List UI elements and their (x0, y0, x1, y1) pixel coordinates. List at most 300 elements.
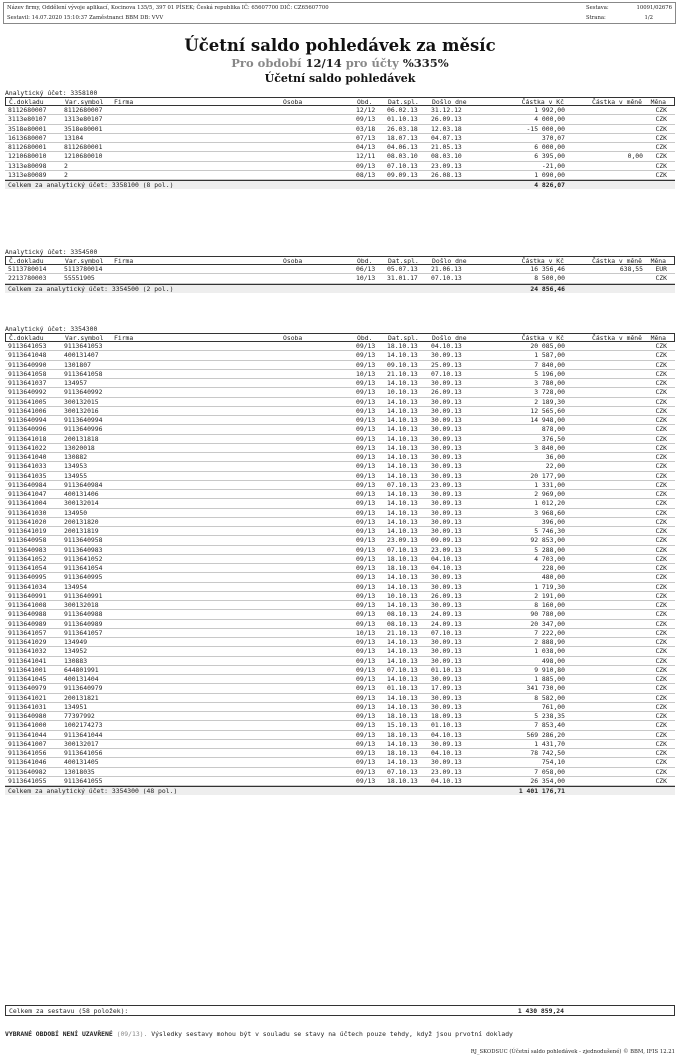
doc-number: 9113641047 (8, 490, 47, 498)
received-date: 26.09.13 (431, 388, 462, 397)
period: 09/13 (356, 712, 376, 720)
amount-czk: 5 288,00 (534, 545, 565, 554)
period: 10/13 (356, 369, 376, 378)
received-date: 30.09.13 (431, 517, 462, 526)
currency: CZK (655, 721, 667, 730)
doc-number: 9113641054 (8, 564, 47, 572)
due-date: 06.02.13 (387, 106, 418, 114)
due-date: 14.10.13 (387, 582, 418, 591)
due-date: 10.10.13 (387, 388, 418, 397)
amount-czk: 498,00 (541, 656, 565, 665)
amount-czk: 754,10 (541, 758, 565, 767)
col-doc: Č.dokladu (9, 98, 44, 106)
var-symbol: 9113641044 (64, 730, 103, 739)
due-date: 14.10.13 (387, 517, 418, 526)
received-date: 23.09.13 (431, 480, 462, 489)
var-symbol: 300132014 (64, 499, 99, 508)
amount-czk: 4 000,00 (534, 115, 565, 124)
period: 09/13 (356, 462, 376, 471)
amount-czk: 480,00 (541, 573, 565, 582)
amount-czk: 6 395,00 (534, 152, 565, 161)
due-date: 07.10.13 (387, 767, 418, 776)
section-total (5, 786, 675, 795)
currency: CZK (655, 453, 667, 461)
amount-czk: 3 728,00 (534, 388, 565, 397)
table-row (5, 106, 675, 115)
currency: CZK (655, 161, 667, 170)
table-row (5, 115, 675, 124)
report-title: Účetní saldo pohledávek za měsíc (184, 36, 496, 55)
due-date: 14.10.13 (387, 462, 418, 471)
table-row (5, 629, 675, 638)
table-row (5, 162, 675, 171)
doc-number: 9113640996 (8, 425, 47, 434)
table-row (5, 518, 675, 527)
var-symbol: 5113780014 (64, 265, 103, 273)
currency: CZK (655, 480, 667, 489)
var-symbol: 55551905 (64, 274, 95, 283)
period: 09/13 (356, 416, 376, 424)
due-date: 18.10.13 (387, 554, 418, 563)
period: 09/13 (356, 379, 376, 387)
var-symbol: 134955 (64, 471, 88, 480)
due-date: 14.10.13 (387, 693, 418, 702)
period: 09/13 (356, 527, 376, 535)
due-date: 14.10.13 (387, 406, 418, 415)
due-date: 14.10.13 (387, 499, 418, 508)
doc-number: 9113641031 (8, 702, 47, 711)
currency: CZK (655, 397, 667, 406)
currency: CZK (655, 406, 667, 415)
currency: CZK (655, 471, 667, 480)
received-date: 30.09.13 (431, 508, 462, 517)
currency: CZK (655, 115, 667, 124)
received-date: 04.10.13 (431, 730, 462, 739)
currency: CZK (655, 143, 667, 151)
table-row (5, 509, 675, 518)
due-date: 08.03.10 (387, 152, 418, 161)
due-date: 07.10.13 (387, 161, 418, 170)
period: 09/13 (356, 554, 376, 563)
table-row (5, 740, 675, 749)
table-row (5, 407, 675, 416)
table-row (5, 592, 675, 601)
period: 10/13 (356, 274, 376, 283)
period: 10/13 (356, 628, 376, 637)
received-date: 30.09.13 (431, 739, 462, 748)
amount-czk: 1 090,00 (534, 170, 565, 179)
table-row (5, 703, 675, 712)
var-symbol: 1210680010 (64, 152, 103, 161)
var-symbol: 200131820 (64, 517, 99, 526)
due-date: 18.10.13 (387, 776, 418, 785)
strana-value: 1/2 (644, 15, 653, 21)
due-date: 18.10.13 (387, 712, 418, 720)
due-date: 14.10.13 (387, 397, 418, 406)
doc-number: 9113641019 (8, 527, 47, 535)
due-date: 18.10.13 (387, 730, 418, 739)
due-date: 08.10.13 (387, 610, 418, 619)
received-date: 30.09.13 (431, 638, 462, 646)
table-row (5, 342, 675, 351)
period: 09/13 (356, 499, 376, 508)
table-row (5, 265, 675, 274)
amount-czk: 8 160,00 (534, 601, 565, 609)
currency: CZK (655, 527, 667, 535)
doc-number: 9113641044 (8, 730, 47, 739)
doc-number: 9113641053 (8, 342, 47, 350)
received-date: 24.09.13 (431, 619, 462, 628)
section-total-label: Celkem za analytický účet: 3354300 (48 pol.) (8, 787, 178, 795)
period: 09/13 (356, 610, 376, 619)
amount-czk: 26 354,00 (530, 776, 565, 785)
currency: CZK (655, 554, 667, 563)
table-row (5, 416, 675, 425)
table-row (5, 573, 675, 582)
table-row (5, 274, 675, 283)
table-row (5, 481, 675, 490)
currency: CZK (655, 767, 667, 776)
amount-czk: 5 196,00 (534, 369, 565, 378)
currency: CZK (655, 758, 667, 767)
due-date: 18.07.13 (387, 133, 418, 142)
period: 09/13 (356, 601, 376, 609)
due-date: 14.10.13 (387, 351, 418, 360)
table-row (5, 499, 675, 508)
var-symbol: 300132017 (64, 739, 99, 748)
var-symbol: 134952 (64, 647, 88, 656)
var-symbol: 200131819 (64, 527, 99, 535)
col-dos: Došlo dne (432, 257, 467, 265)
doc-number: 9113641056 (8, 749, 47, 757)
period: 12/12 (356, 106, 376, 114)
column-header (5, 256, 675, 265)
due-date: 04.06.13 (387, 143, 418, 151)
due-date: 14.10.13 (387, 758, 418, 767)
currency: CZK (655, 360, 667, 369)
doc-number: 9113641032 (8, 647, 47, 656)
subtitle-text: Pro období (231, 56, 306, 70)
doc-number: 9113641029 (8, 638, 47, 646)
doc-number: 9113641022 (8, 443, 47, 452)
var-symbol: 1301807 (64, 360, 91, 369)
doc-number: 9113641007 (8, 739, 47, 748)
received-date: 07.10.13 (431, 628, 462, 637)
received-date: 17.09.13 (431, 684, 462, 693)
received-date: 12.03.18 (431, 124, 462, 133)
due-date: 14.10.13 (387, 656, 418, 665)
var-symbol: 200131818 (64, 434, 99, 443)
currency: EUR (655, 265, 667, 273)
currency: CZK (655, 124, 667, 133)
period: 09/13 (356, 342, 376, 350)
period: 07/13 (356, 133, 376, 142)
col-firma: Firma (114, 257, 134, 265)
amount-czk: 3 780,00 (534, 379, 565, 387)
amount-currency: 638,55 (619, 265, 643, 273)
col-obd: Obd. (357, 334, 373, 342)
currency: CZK (655, 591, 667, 600)
var-symbol: 2 (64, 161, 68, 170)
var-symbol: 9113640979 (64, 684, 103, 693)
doc-number: 9113641040 (8, 453, 47, 461)
doc-number: 9113641048 (8, 351, 47, 360)
table-row (5, 453, 675, 462)
due-date: 31.01.17 (387, 274, 418, 283)
doc-number: 9113641037 (8, 379, 47, 387)
amount-czk: 370,07 (541, 133, 565, 142)
doc-number: 9113640991 (8, 591, 47, 600)
received-date: 26.09.13 (431, 591, 462, 600)
table-row (5, 610, 675, 619)
var-symbol: 8112680001 (64, 143, 103, 151)
amount-czk: 2 969,00 (534, 490, 565, 498)
doc-number: 9113641021 (8, 693, 47, 702)
doc-number: 9113641057 (8, 628, 47, 637)
received-date: 24.09.13 (431, 610, 462, 619)
received-date: 23.09.13 (431, 545, 462, 554)
var-symbol: 130883 (64, 656, 88, 665)
due-date: 21.10.13 (387, 628, 418, 637)
amount-czk: 9 910,80 (534, 665, 565, 674)
currency: CZK (655, 274, 667, 283)
doc-number: 8112680001 (8, 143, 47, 151)
amount-czk: 4 703,00 (534, 554, 565, 563)
doc-number: 9113640984 (8, 480, 47, 489)
var-symbol: 8112680007 (64, 106, 103, 114)
table-row (5, 370, 675, 379)
col-mena: Měna (650, 98, 666, 106)
received-date: 30.09.13 (431, 490, 462, 498)
received-date: 26.09.13 (431, 115, 462, 124)
period: 09/13 (356, 388, 376, 397)
due-date: 14.10.13 (387, 379, 418, 387)
received-date: 18.09.13 (431, 712, 462, 720)
doc-number: 3113e80107 (8, 115, 47, 124)
period: 09/13 (356, 776, 376, 785)
period: 09/13 (356, 758, 376, 767)
table-row (5, 398, 675, 407)
received-date: 30.09.13 (431, 351, 462, 360)
section-label: Analytický účet: 3358100 (5, 89, 98, 97)
amount-czk: 7 853,40 (534, 721, 565, 730)
doc-number: 9113641034 (8, 582, 47, 591)
var-symbol: 134950 (64, 508, 88, 517)
amount-czk: 16 356,46 (530, 265, 565, 273)
currency: CZK (655, 665, 667, 674)
received-date: 30.09.13 (431, 425, 462, 434)
var-symbol: 2 (64, 170, 68, 179)
received-date: 26.08.13 (431, 170, 462, 179)
doc-number: 9113641055 (8, 776, 47, 785)
var-symbol: 1002174273 (64, 721, 103, 730)
doc-number: 9113640982 (8, 767, 47, 776)
period: 09/13 (356, 591, 376, 600)
doc-number: 9113641058 (8, 369, 47, 378)
amount-czk: 1 038,00 (534, 647, 565, 656)
table-row (5, 758, 675, 767)
company-info: Název firmy, Oddělení vývoje aplikací, Kocinova 135/5, 397 01 PÍSEK; Česká republika IČ: 65607700 DIČ: CZ65607700 (7, 5, 329, 11)
doc-number: 9113640988 (8, 610, 47, 619)
period: 09/13 (356, 665, 376, 674)
received-date: 21.05.13 (431, 143, 462, 151)
var-symbol: 9113641052 (64, 554, 103, 563)
received-date: 30.09.13 (431, 379, 462, 387)
var-symbol: 300132018 (64, 601, 99, 609)
amount-currency: 0,00 (627, 152, 643, 161)
col-osoba: Osoba (283, 334, 303, 342)
amount-czk: 22,00 (545, 462, 565, 471)
doc-number: 9113640958 (8, 536, 47, 545)
table-row (5, 768, 675, 777)
table-row (5, 712, 675, 721)
grand-total-amount: 1 430 859,24 (517, 1007, 564, 1015)
var-symbol: 9113640983 (64, 545, 103, 554)
currency: CZK (655, 628, 667, 637)
due-date: 21.10.13 (387, 369, 418, 378)
doc-number: 9113640992 (8, 388, 47, 397)
amount-czk: 7 840,00 (534, 360, 565, 369)
doc-number: 1313e80098 (8, 161, 47, 170)
currency: CZK (655, 443, 667, 452)
account-section (5, 89, 675, 189)
due-date: 14.10.13 (387, 739, 418, 748)
note-period: (09/13). (116, 1030, 148, 1038)
period: 09/13 (356, 684, 376, 693)
currency: CZK (655, 416, 667, 424)
period: 09/13 (356, 443, 376, 452)
col-mena: Měna (650, 257, 666, 265)
amount-czk: 12 565,60 (530, 406, 565, 415)
col-dat: Dat.spl. (388, 257, 419, 265)
amount-czk: 8 582,00 (534, 693, 565, 702)
period: 09/13 (356, 536, 376, 545)
table-row (5, 351, 675, 360)
col-var: Var.symbol (65, 334, 104, 342)
amount-czk: 376,50 (541, 434, 565, 443)
table-row (5, 125, 675, 134)
subtitle-period: 12/14 (305, 56, 342, 70)
var-symbol: 9113640989 (64, 619, 103, 628)
due-date: 10.10.13 (387, 591, 418, 600)
table-row (5, 583, 675, 592)
period: 09/13 (356, 161, 376, 170)
due-date: 14.10.13 (387, 416, 418, 424)
currency: CZK (655, 712, 667, 720)
received-date: 30.09.13 (431, 499, 462, 508)
currency: CZK (655, 434, 667, 443)
doc-number: 9113640995 (8, 573, 47, 582)
table-row (5, 777, 675, 786)
var-symbol: 9113641058 (64, 369, 103, 378)
amount-czk: -21,00 (541, 161, 565, 170)
due-date: 14.10.13 (387, 573, 418, 582)
doc-number: 9113640994 (8, 416, 47, 424)
received-date: 04.10.13 (431, 776, 462, 785)
table-row (5, 490, 675, 499)
currency: CZK (655, 739, 667, 748)
table-row (5, 749, 675, 758)
doc-number: 1210680010 (8, 152, 47, 161)
received-date: 30.09.13 (431, 527, 462, 535)
received-date: 04.10.13 (431, 342, 462, 350)
table-row (5, 721, 675, 730)
received-date: 30.09.13 (431, 601, 462, 609)
period: 09/13 (356, 647, 376, 656)
period: 09/13 (356, 749, 376, 757)
currency: CZK (655, 684, 667, 693)
period: 09/13 (356, 739, 376, 748)
amount-czk: 3 840,00 (534, 443, 565, 452)
currency: CZK (655, 730, 667, 739)
period: 09/13 (356, 767, 376, 776)
period: 09/13 (356, 406, 376, 415)
doc-number: 9113641020 (8, 517, 47, 526)
var-symbol: 134954 (64, 582, 88, 591)
due-date: 07.10.13 (387, 480, 418, 489)
currency: CZK (655, 170, 667, 179)
period: 09/13 (356, 490, 376, 498)
period: 09/13 (356, 721, 376, 730)
table-row (5, 564, 675, 573)
period: 09/13 (356, 564, 376, 572)
table-row (5, 388, 675, 397)
received-date: 23.09.13 (431, 767, 462, 776)
table-row (5, 425, 675, 434)
received-date: 30.09.13 (431, 573, 462, 582)
doc-number: 9113640979 (8, 684, 47, 693)
amount-czk: 20 177,90 (530, 471, 565, 480)
col-doc: Č.dokladu (9, 257, 44, 265)
table-row (5, 601, 675, 610)
period: 09/13 (356, 397, 376, 406)
var-symbol: 3518e80001 (64, 124, 103, 133)
var-symbol: 9113641053 (64, 342, 103, 350)
var-symbol: 9113640992 (64, 388, 103, 397)
period: 09/13 (356, 638, 376, 646)
var-symbol: 300132015 (64, 397, 99, 406)
col-osoba: Osoba (283, 257, 303, 265)
doc-number: 9113641030 (8, 508, 47, 517)
due-date: 09.09.13 (387, 170, 418, 179)
account-section (5, 248, 675, 293)
table-row (5, 361, 675, 370)
due-date: 07.10.13 (387, 545, 418, 554)
currency: CZK (655, 379, 667, 387)
var-symbol: 13020018 (64, 443, 95, 452)
col-dat: Dat.spl. (388, 98, 419, 106)
amount-czk: 7 222,00 (534, 628, 565, 637)
currency: CZK (655, 369, 667, 378)
due-date: 18.10.13 (387, 564, 418, 572)
period: 09/13 (356, 573, 376, 582)
received-date: 04.07.13 (431, 133, 462, 142)
received-date: 30.09.13 (431, 702, 462, 711)
account-section (5, 325, 675, 795)
due-date: 14.10.13 (387, 425, 418, 434)
column-header (5, 333, 675, 342)
amount-czk: 1 885,00 (534, 675, 565, 683)
period: 09/13 (356, 480, 376, 489)
doc-number: 9113640990 (8, 360, 47, 369)
currency: CZK (655, 573, 667, 582)
doc-number: 5113780014 (8, 265, 47, 273)
section-total (5, 284, 675, 293)
table-row (5, 638, 675, 647)
currency: CZK (655, 517, 667, 526)
amount-czk: 1 331,00 (534, 480, 565, 489)
currency: CZK (655, 656, 667, 665)
